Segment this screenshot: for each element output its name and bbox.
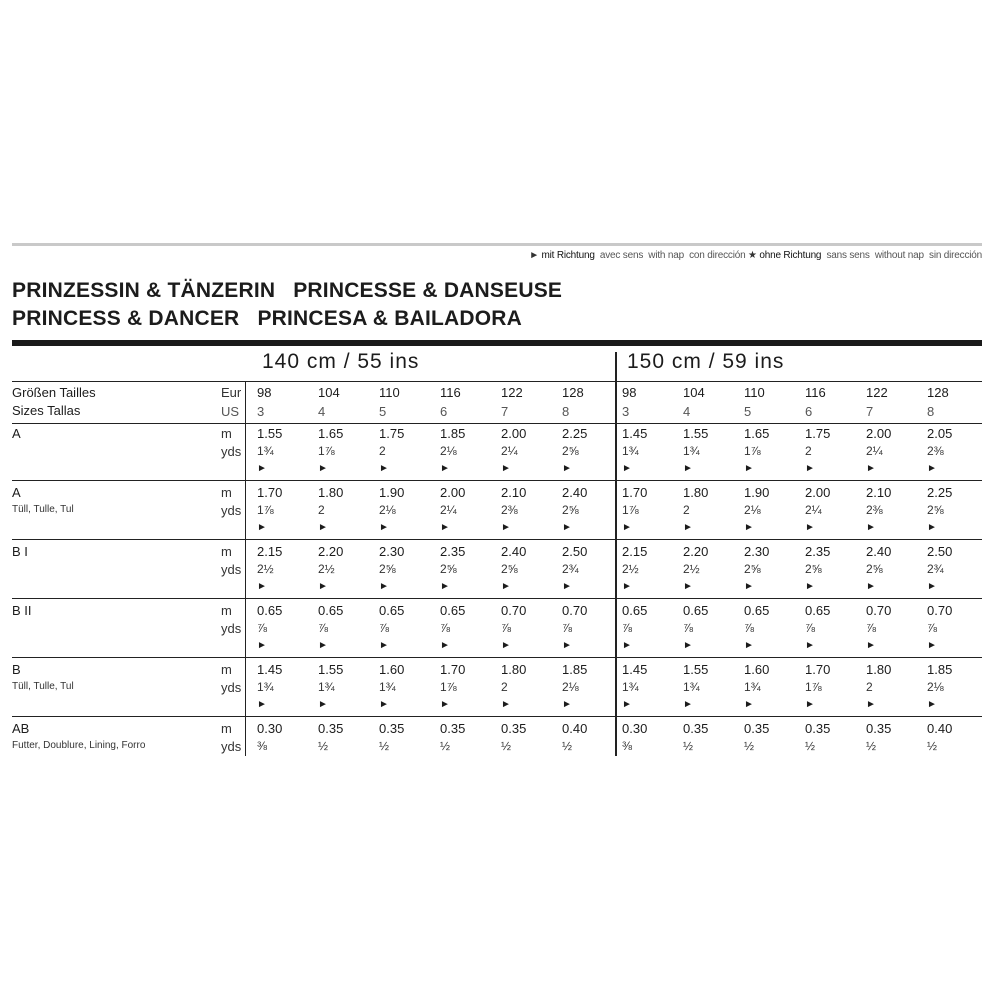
with-nap-arrow-icon: ► — [927, 640, 937, 651]
us-size-5: 5 — [744, 404, 752, 419]
cell-yds: 1¾ — [683, 680, 700, 694]
with-nap-arrow-icon: ► — [622, 699, 632, 710]
cell-yds: 2¾ — [562, 562, 579, 576]
row-divider — [12, 657, 982, 658]
with-nap-arrow-icon: ► — [866, 581, 876, 592]
with-nap-arrow-icon: ► — [501, 699, 511, 710]
cell-yds: ⅜ — [257, 739, 268, 753]
cell-yds: 1⅞ — [744, 444, 761, 458]
cell-m: 1.90 — [379, 485, 405, 500]
with-nap-arrow-icon: ► — [622, 581, 632, 592]
cell-yds: 2⅝ — [562, 503, 579, 517]
with-nap-arrow-icon: ► — [866, 640, 876, 651]
cell-yds: ½ — [683, 739, 694, 753]
cell-yds: 1¾ — [622, 680, 639, 694]
unit-m-4: m — [221, 662, 232, 677]
cell-m: 0.35 — [440, 721, 466, 736]
with-nap-arrow-icon: ► — [866, 463, 876, 474]
title-line-2 — [12, 307, 522, 331]
cell-m: 1.80 — [318, 485, 344, 500]
cell-m: 1.65 — [318, 426, 344, 441]
cell-m: 0.65 — [744, 603, 770, 618]
with-nap-arrow-icon: ► — [744, 581, 754, 592]
with-nap-arrow-icon: ► — [683, 522, 693, 533]
cell-yds: 1⅞ — [257, 503, 274, 517]
with-nap-arrow-icon: ► — [440, 522, 450, 533]
with-nap-arrow-icon: ► — [562, 522, 572, 533]
with-nap-arrow-icon: ► — [683, 463, 693, 474]
with-nap-arrow-icon: ► — [744, 699, 754, 710]
cell-m: 1.75 — [805, 426, 831, 441]
cell-yds: ⅞ — [501, 621, 512, 635]
unit-m-1: m — [221, 485, 232, 500]
cell-yds: 2⅛ — [379, 503, 396, 517]
cell-yds: 2⅜ — [866, 503, 883, 517]
cell-yds: 2⅝ — [379, 562, 396, 576]
cell-m: 1.45 — [622, 426, 648, 441]
row-divider — [12, 716, 982, 717]
label-column-divider — [245, 381, 246, 756]
cell-yds: 2⅝ — [744, 562, 761, 576]
with-nap-arrow-icon: ► — [562, 581, 572, 592]
cell-yds: ½ — [379, 739, 390, 753]
cell-yds: 2 — [683, 503, 690, 517]
with-nap-arrow-icon: ► — [805, 640, 815, 651]
eur-size-128: 128 — [927, 385, 949, 400]
row-sublabel-4: Tüll, Tulle, Tul — [12, 681, 74, 692]
legend-without-nap-es: sin dirección — [929, 250, 982, 261]
header-bottom-line — [12, 423, 982, 424]
legend-without-nap-en: without nap — [874, 250, 924, 261]
cell-m: 2.25 — [927, 485, 953, 500]
with-nap-arrow-icon: ► — [440, 463, 450, 474]
eur-size-98: 98 — [622, 385, 637, 400]
unit-m-2: m — [221, 544, 232, 559]
cell-m: 2.00 — [501, 426, 527, 441]
unit-m-3: m — [221, 603, 232, 618]
cell-yds: ½ — [866, 739, 877, 753]
cell-yds: 2⅝ — [501, 562, 518, 576]
cell-yds: ½ — [562, 739, 573, 753]
cell-m: 0.65 — [622, 603, 648, 618]
with-nap-arrow-icon: ► — [805, 581, 815, 592]
cell-yds: ½ — [805, 739, 816, 753]
eur-size-104: 104 — [318, 385, 340, 400]
cell-yds: 2⅝ — [562, 444, 579, 458]
cell-yds: 2 — [866, 680, 873, 694]
cell-yds: 2¼ — [866, 444, 883, 458]
cell-m: 2.40 — [501, 544, 527, 559]
cell-m: 1.70 — [257, 485, 283, 500]
cell-m: 2.15 — [622, 544, 648, 559]
legend-with-nap-fr: avec sens — [599, 250, 644, 261]
cell-m: 2.25 — [562, 426, 588, 441]
cell-m: 0.35 — [501, 721, 527, 736]
cell-yds: 1⅞ — [318, 444, 335, 458]
cell-m: 0.65 — [683, 603, 709, 618]
cell-m: 1.80 — [683, 485, 709, 500]
cell-m: 0.70 — [927, 603, 953, 618]
cell-yds: 2½ — [683, 562, 700, 576]
cell-yds: 1⅞ — [440, 680, 457, 694]
cell-m: 1.70 — [622, 485, 648, 500]
cell-yds: 2½ — [622, 562, 639, 576]
with-nap-arrow-icon: ► — [927, 463, 937, 474]
eur-size-110: 110 — [744, 385, 765, 400]
unit-yds-1: yds — [221, 503, 242, 518]
size-label-de-fr: Größen Tailles — [12, 385, 96, 400]
row-divider — [12, 480, 982, 481]
cell-yds: ⅞ — [805, 621, 816, 635]
cell-m: 1.85 — [440, 426, 466, 441]
cell-yds: 2⅝ — [440, 562, 457, 576]
cell-yds: 2⅝ — [927, 503, 944, 517]
with-nap-arrow-icon: ► — [257, 640, 267, 651]
nap-legend — [529, 250, 982, 261]
title-en: PRINCESS & DANCER — [12, 307, 240, 330]
cell-yds: 2⅜ — [927, 444, 944, 458]
cell-yds: ⅞ — [379, 621, 390, 635]
cell-m: 0.40 — [562, 721, 588, 736]
cell-m: 2.30 — [379, 544, 405, 559]
cell-yds: 2 — [318, 503, 325, 517]
with-nap-arrow-icon: ► — [805, 463, 815, 474]
with-nap-arrow-icon: ► — [257, 522, 267, 533]
legend-with-nap-es: con dirección — [689, 250, 746, 261]
with-nap-arrow-icon: ► — [318, 581, 328, 592]
cell-yds: 1⅞ — [805, 680, 822, 694]
with-nap-arrow-icon: ► — [257, 463, 267, 474]
us-size-3: 3 — [257, 404, 265, 419]
width-divider — [615, 352, 617, 756]
cell-m: 1.55 — [257, 426, 283, 441]
unit-yds-0: yds — [221, 444, 242, 459]
us-label: US — [221, 404, 240, 419]
cell-m: 1.90 — [744, 485, 770, 500]
with-nap-arrow-icon: ► — [562, 640, 572, 651]
with-nap-arrow-icon: ► — [318, 640, 328, 651]
cell-m: 2.40 — [562, 485, 588, 500]
cell-m: 0.65 — [379, 603, 405, 618]
eur-size-116: 116 — [440, 385, 461, 400]
with-nap-arrow-icon: ► — [318, 699, 328, 710]
row-divider — [12, 539, 982, 540]
cell-yds: ½ — [318, 739, 329, 753]
cell-m: 2.40 — [866, 544, 892, 559]
cell-m: 2.50 — [927, 544, 953, 559]
unit-yds-3: yds — [221, 621, 242, 636]
us-size-7: 7 — [501, 404, 509, 419]
cell-yds: ½ — [927, 739, 938, 753]
cell-m: 0.35 — [379, 721, 405, 736]
us-size-6: 6 — [805, 404, 813, 419]
with-nap-arrow-icon: ► — [379, 581, 389, 592]
eur-size-128: 128 — [562, 385, 584, 400]
row-label-0: A — [12, 426, 21, 441]
eur-size-98: 98 — [257, 385, 272, 400]
with-nap-arrow-icon: ► — [927, 699, 937, 710]
with-nap-arrow-icon: ► — [501, 640, 511, 651]
cell-m: 0.35 — [805, 721, 831, 736]
with-nap-arrow-icon: ► — [440, 581, 450, 592]
top-divider — [12, 243, 982, 246]
cell-yds: ⅞ — [927, 621, 938, 635]
eur-size-122: 122 — [866, 385, 888, 400]
cell-yds: ⅜ — [622, 739, 633, 753]
cell-yds: 1¾ — [622, 444, 639, 458]
with-nap-arrow-icon: ► — [257, 699, 267, 710]
cell-yds: 2⅛ — [744, 503, 761, 517]
cell-m: 2.10 — [866, 485, 892, 500]
with-nap-arrow-icon: ► — [805, 699, 815, 710]
cell-m: 0.70 — [501, 603, 527, 618]
row-label-5: AB — [12, 721, 30, 736]
cell-m: 2.00 — [440, 485, 466, 500]
legend-without-nap-fr: sans sens — [826, 250, 870, 261]
cell-yds: 1¾ — [379, 680, 396, 694]
with-nap-arrow-icon: ► — [318, 522, 328, 533]
header-top-line — [12, 381, 982, 382]
eur-size-104: 104 — [683, 385, 705, 400]
cell-m: 0.30 — [622, 721, 648, 736]
cell-m: 1.65 — [744, 426, 770, 441]
title-fr: PRINCESSE & DANSEUSE — [293, 279, 563, 302]
cell-yds: ½ — [440, 739, 451, 753]
cell-m: 1.45 — [257, 662, 283, 677]
us-size-8: 8 — [562, 404, 570, 419]
with-nap-arrow-icon: ► — [440, 699, 450, 710]
unit-yds-4: yds — [221, 680, 242, 695]
cell-yds: 1¾ — [257, 680, 274, 694]
eur-size-110: 110 — [379, 385, 400, 400]
us-size-8: 8 — [927, 404, 935, 419]
cell-m: 0.70 — [866, 603, 892, 618]
cell-yds: 2⅝ — [866, 562, 883, 576]
cell-yds: 2⅛ — [440, 444, 457, 458]
cell-yds: ½ — [744, 739, 755, 753]
cell-m: 2.30 — [744, 544, 770, 559]
cell-m: 0.35 — [744, 721, 770, 736]
cell-yds: 2¼ — [805, 503, 822, 517]
cell-m: 1.55 — [683, 426, 709, 441]
with-nap-arrow-icon: ► — [927, 581, 937, 592]
cell-m: 2.00 — [805, 485, 831, 500]
title-de: PRINZESSIN & TÄNZERIN — [12, 279, 276, 302]
row-sublabel-1: Tüll, Tulle, Tul — [12, 504, 74, 515]
cell-m: 2.35 — [440, 544, 466, 559]
cell-m: 2.10 — [501, 485, 527, 500]
with-nap-arrow-icon: ► — [744, 522, 754, 533]
width-140-heading: 140 cm / 55 ins — [262, 350, 420, 373]
cell-yds: 1¾ — [744, 680, 761, 694]
cell-yds: 1¾ — [318, 680, 335, 694]
with-nap-arrow-icon: ► — [501, 581, 511, 592]
cell-yds: 2½ — [318, 562, 335, 576]
unit-yds-5: yds — [221, 739, 242, 754]
legend-without-nap-de: ohne Richtung — [759, 250, 822, 261]
unit-yds-2: yds — [221, 562, 242, 577]
cell-yds: 2½ — [257, 562, 274, 576]
with-nap-arrow-icon: ► — [440, 640, 450, 651]
cell-yds: ⅞ — [744, 621, 755, 635]
row-label-1: A — [12, 485, 21, 500]
cell-m: 1.85 — [562, 662, 588, 677]
with-nap-arrow-icon: ► — [318, 463, 328, 474]
cell-m: 0.40 — [927, 721, 953, 736]
row-label-3: B II — [12, 603, 32, 618]
title-rule — [12, 340, 982, 346]
cell-m: 2.20 — [683, 544, 709, 559]
title-line-1 — [12, 279, 562, 303]
cell-yds: 2⅛ — [927, 680, 944, 694]
width-150-heading: 150 cm / 59 ins — [627, 350, 785, 373]
cell-m: 1.55 — [683, 662, 709, 677]
legend-with-nap-de: mit Richtung — [541, 250, 595, 261]
cell-yds: 1¾ — [257, 444, 274, 458]
cell-m: 1.75 — [379, 426, 405, 441]
cell-m: 1.85 — [927, 662, 953, 677]
cell-yds: 2¼ — [501, 444, 518, 458]
row-sublabel-5: Futter, Doublure, Lining, Forro — [12, 740, 146, 751]
cell-yds: 1⅞ — [622, 503, 639, 517]
us-size-4: 4 — [318, 404, 326, 419]
cell-m: 2.35 — [805, 544, 831, 559]
cell-yds: 2 — [805, 444, 812, 458]
cell-m: 2.50 — [562, 544, 588, 559]
cell-m: 0.35 — [683, 721, 709, 736]
legend-with-nap-en: with nap — [648, 250, 684, 261]
cell-yds: ⅞ — [683, 621, 694, 635]
cell-yds: 2 — [379, 444, 386, 458]
with-nap-arrow-icon: ► — [379, 522, 389, 533]
cell-m: 0.65 — [257, 603, 283, 618]
cell-m: 0.65 — [318, 603, 344, 618]
cell-yds: 2⅝ — [805, 562, 822, 576]
cell-m: 1.60 — [744, 662, 770, 677]
with-nap-arrow-icon: ► — [622, 522, 632, 533]
cell-m: 1.70 — [805, 662, 831, 677]
with-nap-arrow-icon: ► — [744, 640, 754, 651]
with-nap-arrow-icon: ► — [683, 699, 693, 710]
us-size-7: 7 — [866, 404, 874, 419]
unit-m-0: m — [221, 426, 232, 441]
without-nap-icon: ★ — [748, 250, 757, 261]
cell-yds: ⅞ — [440, 621, 451, 635]
with-nap-arrow-icon: ► — [501, 463, 511, 474]
cell-m: 1.45 — [622, 662, 648, 677]
cell-m: 0.35 — [866, 721, 892, 736]
cell-yds: ½ — [501, 739, 512, 753]
with-nap-arrow-icon: ► — [257, 581, 267, 592]
us-size-3: 3 — [622, 404, 630, 419]
size-label-en-es: Sizes Tallas — [12, 403, 81, 418]
with-nap-arrow-icon: ► — [927, 522, 937, 533]
cell-yds: 2¼ — [440, 503, 457, 517]
cell-m: 1.80 — [866, 662, 892, 677]
with-nap-arrow-icon: ► — [379, 699, 389, 710]
cell-m: 0.65 — [440, 603, 466, 618]
us-size-5: 5 — [379, 404, 387, 419]
with-nap-arrow-icon: ► — [866, 522, 876, 533]
us-size-6: 6 — [440, 404, 448, 419]
cell-yds: 2⅛ — [562, 680, 579, 694]
cell-m: 2.15 — [257, 544, 283, 559]
row-label-2: B I — [12, 544, 28, 559]
title-es: PRINCESA & BAILADORA — [257, 307, 522, 330]
with-nap-arrow-icon: ► — [379, 640, 389, 651]
with-nap-arrow-icon: ► — [683, 581, 693, 592]
cell-m: 1.70 — [440, 662, 466, 677]
with-nap-arrow-icon: ► — [622, 463, 632, 474]
with-nap-icon: ► — [529, 250, 539, 261]
with-nap-arrow-icon: ► — [744, 463, 754, 474]
cell-m: 2.00 — [866, 426, 892, 441]
us-size-4: 4 — [683, 404, 691, 419]
unit-m-5: m — [221, 721, 232, 736]
cell-m: 2.20 — [318, 544, 344, 559]
with-nap-arrow-icon: ► — [379, 463, 389, 474]
cell-m: 0.65 — [805, 603, 831, 618]
with-nap-arrow-icon: ► — [866, 699, 876, 710]
cell-yds: 2¾ — [927, 562, 944, 576]
cell-m: 2.05 — [927, 426, 953, 441]
cell-yds: 2 — [501, 680, 508, 694]
cell-yds: ⅞ — [622, 621, 633, 635]
cell-m: 0.35 — [318, 721, 344, 736]
with-nap-arrow-icon: ► — [562, 463, 572, 474]
cell-yds: ⅞ — [257, 621, 268, 635]
eur-label: Eur — [221, 385, 242, 400]
cell-m: 1.60 — [379, 662, 405, 677]
with-nap-arrow-icon: ► — [622, 640, 632, 651]
cell-yds: ⅞ — [866, 621, 877, 635]
cell-yds: ⅞ — [318, 621, 329, 635]
row-label-4: B — [12, 662, 21, 677]
with-nap-arrow-icon: ► — [805, 522, 815, 533]
with-nap-arrow-icon: ► — [683, 640, 693, 651]
row-divider — [12, 598, 982, 599]
eur-size-116: 116 — [805, 385, 826, 400]
with-nap-arrow-icon: ► — [562, 699, 572, 710]
cell-yds: 1¾ — [683, 444, 700, 458]
cell-m: 1.80 — [501, 662, 527, 677]
cell-yds: 2⅜ — [501, 503, 518, 517]
cell-yds: ⅞ — [562, 621, 573, 635]
eur-size-122: 122 — [501, 385, 523, 400]
with-nap-arrow-icon: ► — [501, 522, 511, 533]
cell-m: 0.70 — [562, 603, 588, 618]
cell-m: 1.55 — [318, 662, 344, 677]
cell-m: 0.30 — [257, 721, 283, 736]
